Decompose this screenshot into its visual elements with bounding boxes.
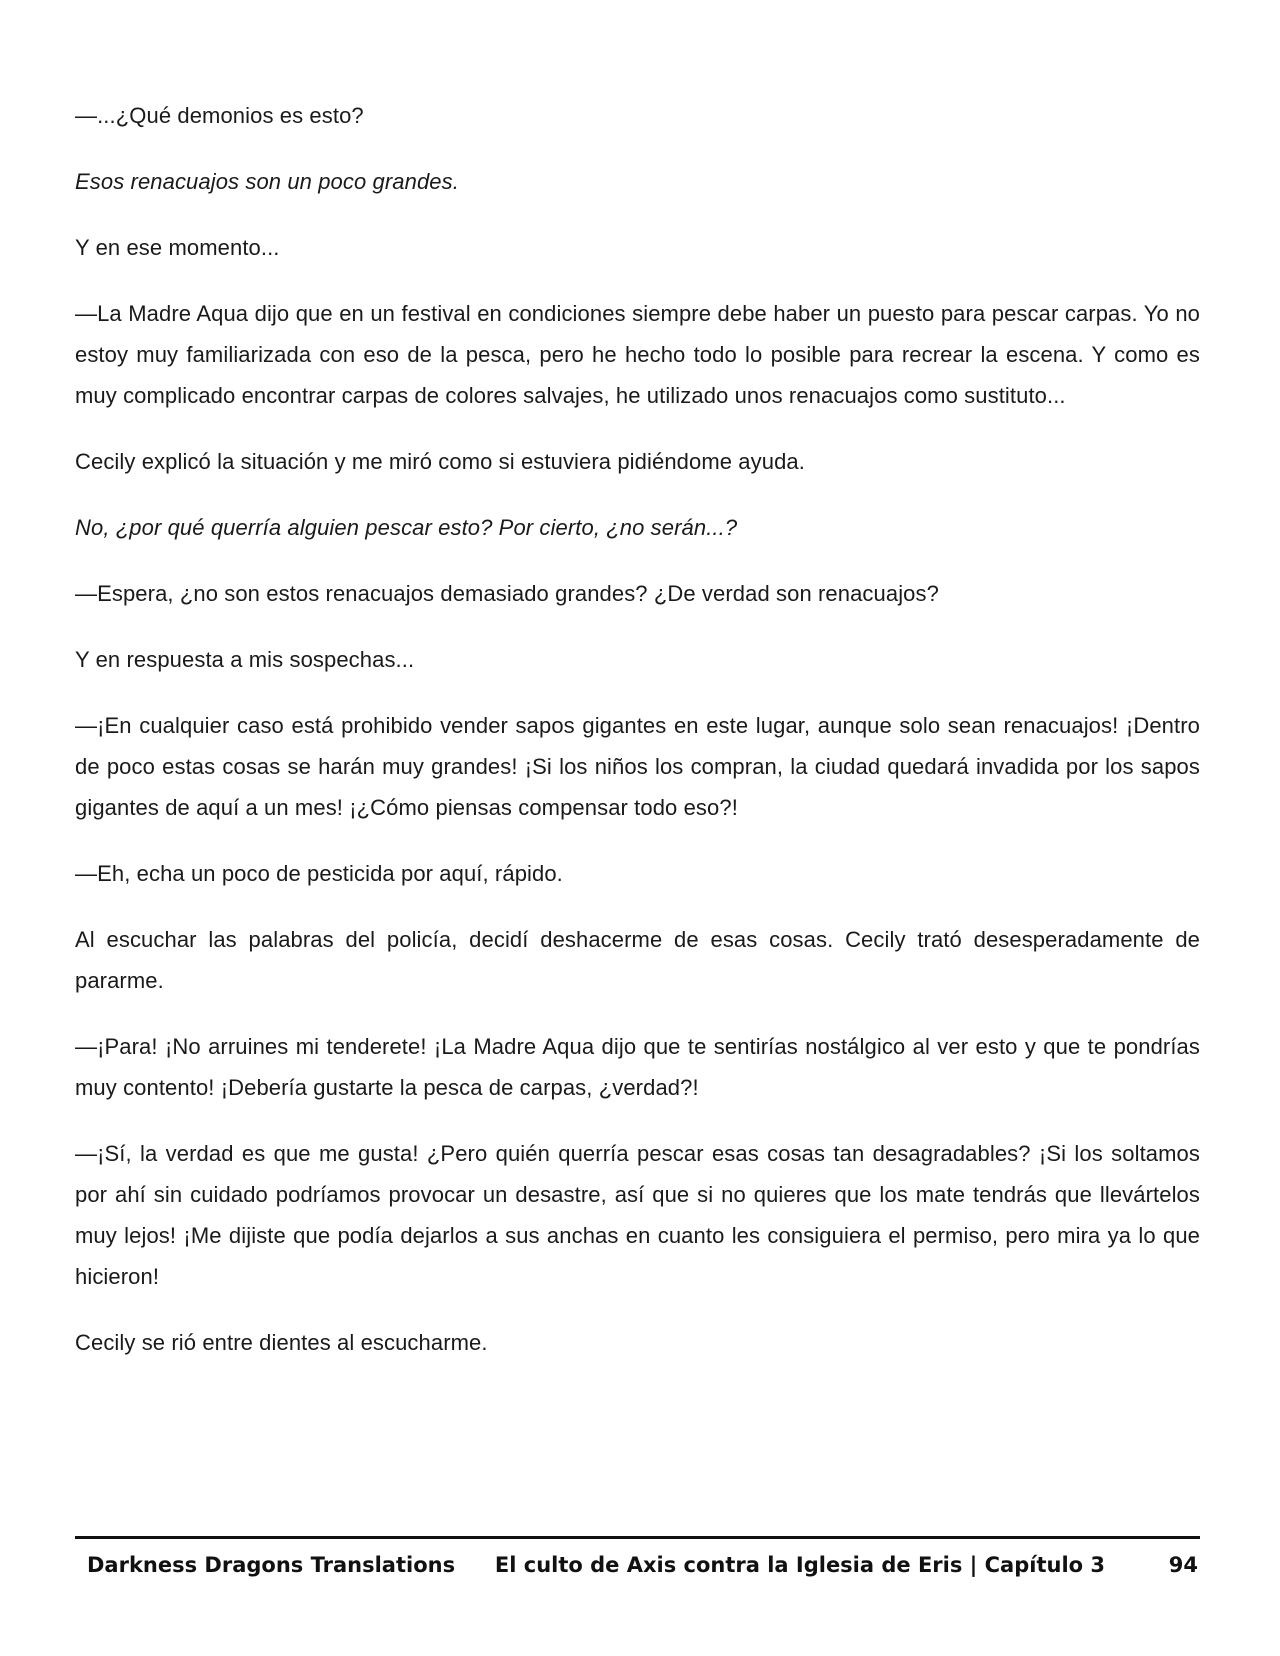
paragraph-italic: No, ¿por qué querría alguien pescar esto? Por cierto, ¿no serán...? [75,515,738,540]
paragraph: —¡Sí, la verdad es que me gusta! ¿Pero quién querría pescar esas cosas tan desagradables? ¡Si los soltamos por ahí sin cuidado podríamos provocar un desastre, así que si no quieres que los mate tendrás que llevártelos muy lejos! ¡Me dijiste que podía dejarlos a sus anchas en cuanto les consiguiera el permiso, pero mira ya lo que hicieron! [75,1141,1200,1289]
paragraph: —¡Para! ¡No arruines mi tenderete! ¡La Madre Aqua dijo que te sentirías nostálgico al ver esto y que te pondrías muy contento! ¡Debería gustarte la pesca de carpas, ¿verdad?! [75,1034,1200,1100]
footer-divider [75,1536,1200,1539]
page-footer [75,1547,1200,1587]
paragraph: —La Madre Aqua dijo que en un festival en condiciones siempre debe haber un puesto para pescar carpas. Yo no estoy muy familiarizada con eso de la pesca, pero he hecho todo lo posible para recrear la escena. Y como es muy complicado encontrar carpas de colores salvajes, he utilizado unos renacuajos como sustituto... [75,301,1200,408]
paragraph-italic: Esos renacuajos son un poco grandes. [75,169,459,194]
paragraph: —¡En cualquier caso está prohibido vender sapos gigantes en este lugar, aunque solo sean renacuajos! ¡Dentro de poco estas cosas se harán muy grandes! ¡Si los niños los compran, la ciudad quedará invadida por los sapos gigantes de aquí a un mes! ¡¿Cómo piensas compensar todo eso?! [75,713,1200,820]
paragraph: —Eh, echa un poco de pesticida por aquí, rápido. [75,861,563,886]
paragraph: Cecily se rió entre dientes al escucharme. [75,1330,488,1355]
paragraph: Y en respuesta a mis sospechas... [75,647,415,672]
page-number: 94 [1168,1553,1198,1577]
paragraph: Cecily explicó la situación y me miró como si estuviera pidiéndome ayuda. [75,449,805,474]
paragraph: —Espera, ¿no son estos renacuajos demasiado grandes? ¿De verdad son renacuajos? [75,581,939,606]
paragraph: Al escuchar las palabras del policía, decidí deshacerme de esas cosas. Cecily trató desesperadamente de pararme. [75,927,1200,993]
page-body [75,95,1200,1388]
paragraph: —...¿Qué demonios es esto? [75,103,364,128]
paragraph: Y en ese momento... [75,235,280,260]
footer-book-chapter: El culto de Axis contra la Iglesia de Eris | Capítulo 3 [494,1553,1105,1577]
footer-translator-credit: Darkness Dragons Translations [87,1553,456,1577]
